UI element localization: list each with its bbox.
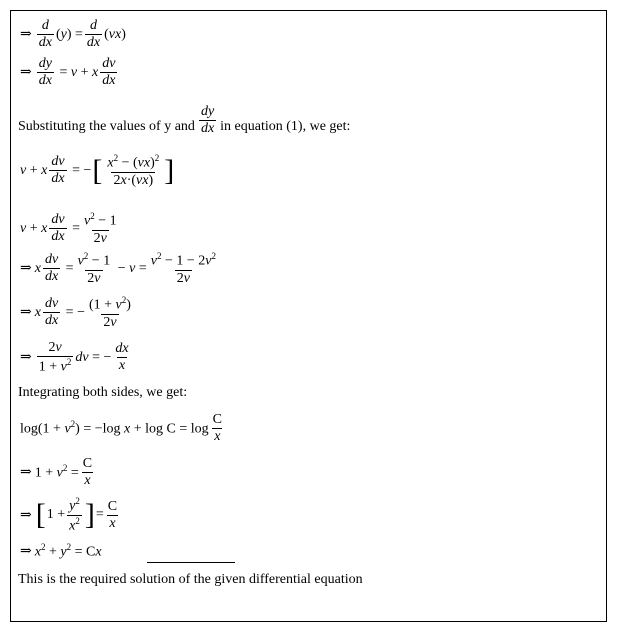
equation-10: ⇒ [ 1 + $\frac{y^2}{x^2}$ ] = $\frac{C}{x}$ bbox=[20, 496, 118, 534]
conclusion-text: This is the required solution of the given differential equation bbox=[18, 572, 363, 587]
substituting-before: Substituting the values of y and bbox=[18, 119, 195, 135]
integrating-text: Integrating both sides, we get: bbox=[18, 385, 188, 400]
equation-9: ⇒ $1 + v^2$ = $\frac{C}{x}$ bbox=[20, 456, 93, 489]
substituting-after: in equation (1), we get: bbox=[220, 119, 351, 135]
end-rule bbox=[147, 562, 235, 563]
equation-4: v + x $\frac{dv}{dx}$ = $\frac{v^2 - 1}{2v}$ bbox=[20, 211, 117, 246]
equation-8: $\log(1 + v^2) = -\log$ x + log C = log $\frac{C}{x}$ bbox=[20, 412, 222, 445]
substituting-text bbox=[18, 104, 350, 137]
equation-3: v + x $\frac{dv}{dx}$ = − [ $\frac{x^2 - (vx)^2}{2x\cdot(vx)}$ ] bbox=[20, 153, 175, 188]
dy-dx-inline: $\frac{dy}{dx}$ bbox=[200, 104, 215, 137]
equation-1: ⇒ $\frac{d}{dx}$ (y) = $\frac{d}{dx}$ (vx) bbox=[20, 18, 126, 51]
equation-2: ⇒ $\frac{dy}{dx}$ = v + x $\frac{dv}{dx}$ bbox=[20, 56, 116, 89]
equation-6: ⇒ x $\frac{dv}{dx}$ = − $\frac{(1 + v^2)}{2v}$ bbox=[20, 295, 131, 330]
equation-7: ⇒ $\frac{2v}{1 + v^2}$ dv = − $\frac{dx}{x}$ bbox=[20, 340, 129, 375]
equation-11: ⇒ $x^2 + y^2 = Cx$ bbox=[20, 542, 102, 560]
equation-5: ⇒ x $\frac{dv}{dx}$ = $\frac{v^2 - 1}{2v}$ − v = $\frac{v^2 - 1 - 2v^2}{2v}$ bbox=[20, 251, 216, 286]
